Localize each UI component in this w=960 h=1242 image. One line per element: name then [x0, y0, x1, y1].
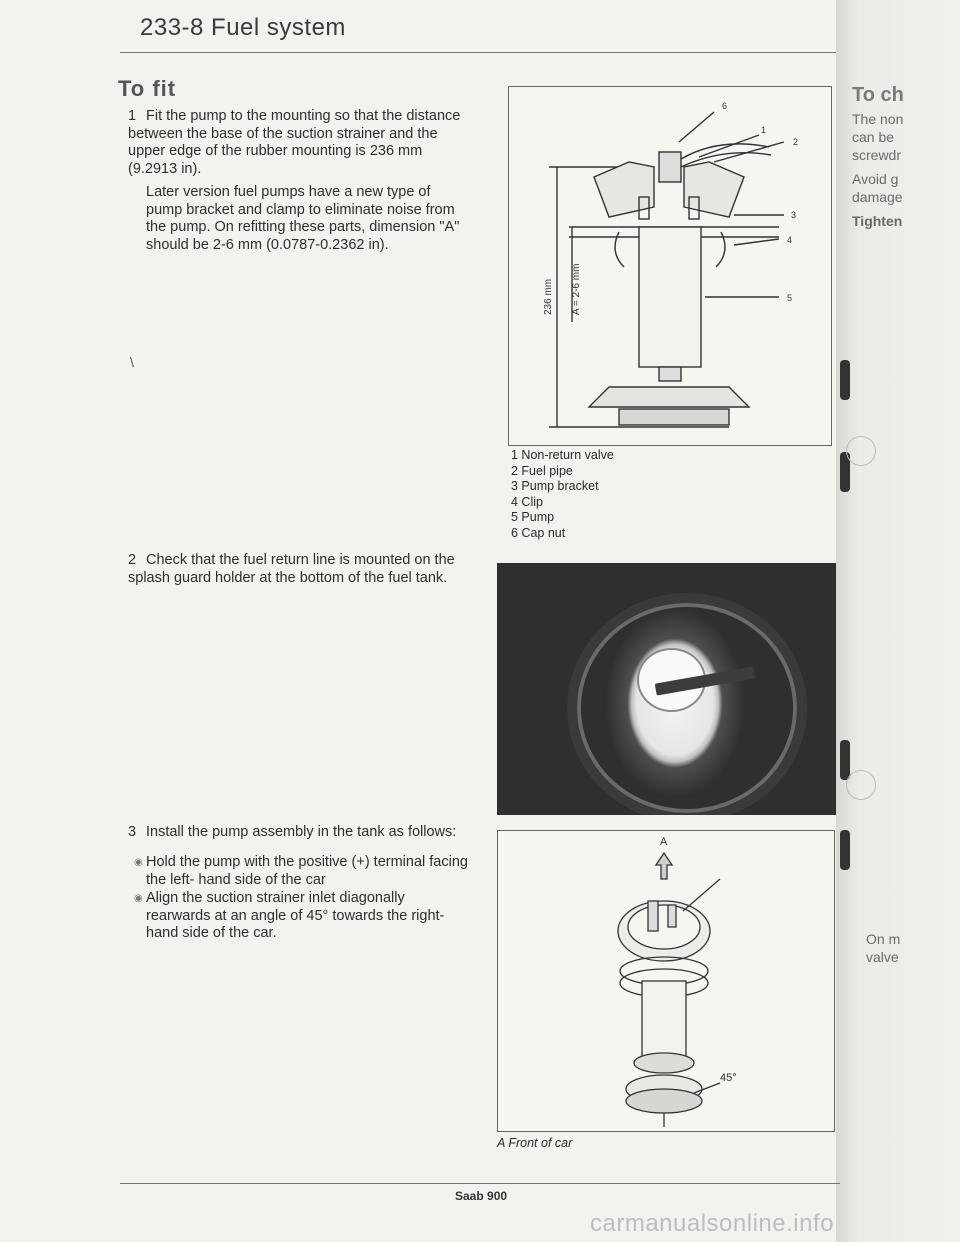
- binder-hole: [846, 770, 876, 800]
- step-number: 2: [128, 552, 137, 568]
- next-page-heading: To ch: [852, 84, 904, 106]
- callout-5: 5: [787, 293, 793, 303]
- next-page-line: screwdr: [852, 147, 902, 163]
- step-number: 3: [128, 824, 137, 840]
- pump-assembly-drawing: [509, 87, 831, 445]
- orientation-figure: [497, 830, 835, 1132]
- next-page-line: can be: [852, 129, 895, 145]
- dimension-236-label: 236 mm: [543, 278, 554, 315]
- step-1-note: Later version fuel pumps have a new type of pump bracket and clamp to eliminate noise from the pump. On refitting these parts, dimension "A" should be 2-6 mm (0.0787-0.2362 in).: [146, 184, 460, 253]
- header-rule: [120, 52, 840, 53]
- step-2: [128, 552, 468, 587]
- next-page-line: On m: [866, 931, 901, 947]
- callout-2: 2: [793, 137, 799, 147]
- page-tab-mark: [840, 830, 850, 870]
- bullet-icon: ◉: [134, 857, 143, 868]
- legend-item: 2 Fuel pipe: [511, 463, 573, 478]
- page-tab-mark: [840, 360, 850, 400]
- footer-text: Saab 900: [455, 1189, 508, 1203]
- bullet-item: [134, 890, 468, 943]
- bullet-text: Align the suction strainer inlet diagonally rearwards at an angle of 45° towards the right-hand side of the car.: [146, 890, 445, 941]
- callout-6: 6: [722, 101, 728, 111]
- step-text: Fit the pump to the mounting so that the distance between the base of the suction strainer and the upper edge of the rubber mounting is 236 mm (9.2913 in).: [128, 108, 461, 177]
- legend-item: 3 Pump bracket: [511, 479, 599, 493]
- bullet-item: [134, 854, 468, 889]
- dimension-a-label: A = 2-6 mm: [571, 263, 582, 315]
- callout-1: 1: [761, 125, 767, 135]
- next-page-line: valve: [866, 949, 899, 965]
- legend-item: 4 Clip: [511, 494, 543, 509]
- page-tab-mark: [840, 740, 850, 780]
- next-page-line: damage: [852, 189, 903, 205]
- legend-item: 6 Cap nut: [511, 525, 566, 540]
- stray-mark: \: [130, 354, 134, 370]
- section-title: To fit: [118, 76, 177, 101]
- legend-item: 5 Pump: [511, 510, 555, 524]
- fuel-tank-photo: [497, 563, 837, 815]
- legend-item: 1 Non-return valve: [511, 448, 614, 462]
- figure-legend: [511, 448, 731, 541]
- bullet-icon: ◉: [134, 893, 143, 904]
- step-text: Install the pump assembly in the tank as follows:: [146, 824, 457, 840]
- page-header-title: 233-8 Fuel system: [140, 14, 346, 41]
- front-label-a: A: [660, 836, 668, 848]
- callout-3: 3: [791, 210, 797, 220]
- pump-assembly-figure: [508, 86, 832, 446]
- angle-label: 45°: [720, 1072, 737, 1084]
- step-number: 1: [128, 108, 137, 124]
- bullet-text: Hold the pump with the positive (+) terminal facing the left- hand side of the car: [146, 854, 468, 888]
- step-text: Check that the fuel return line is mounted on the splash guard holder at the bottom of the fuel tank.: [128, 552, 455, 586]
- binder-hole: [846, 436, 876, 466]
- next-page-lower-text: [866, 930, 956, 966]
- footer-rule: [120, 1183, 840, 1184]
- callout-4: 4: [787, 235, 793, 245]
- step-1: [128, 108, 468, 178]
- next-page-text: [852, 110, 952, 230]
- watermark: carmanualsonline.info: [590, 1210, 834, 1237]
- figure-caption: A Front of car: [497, 1136, 573, 1150]
- next-page-line: The non: [852, 111, 904, 127]
- orientation-drawing: [498, 831, 834, 1131]
- next-page-line: Tighten: [852, 213, 903, 229]
- step-3: [128, 824, 468, 842]
- next-page-line: Avoid g: [852, 171, 899, 187]
